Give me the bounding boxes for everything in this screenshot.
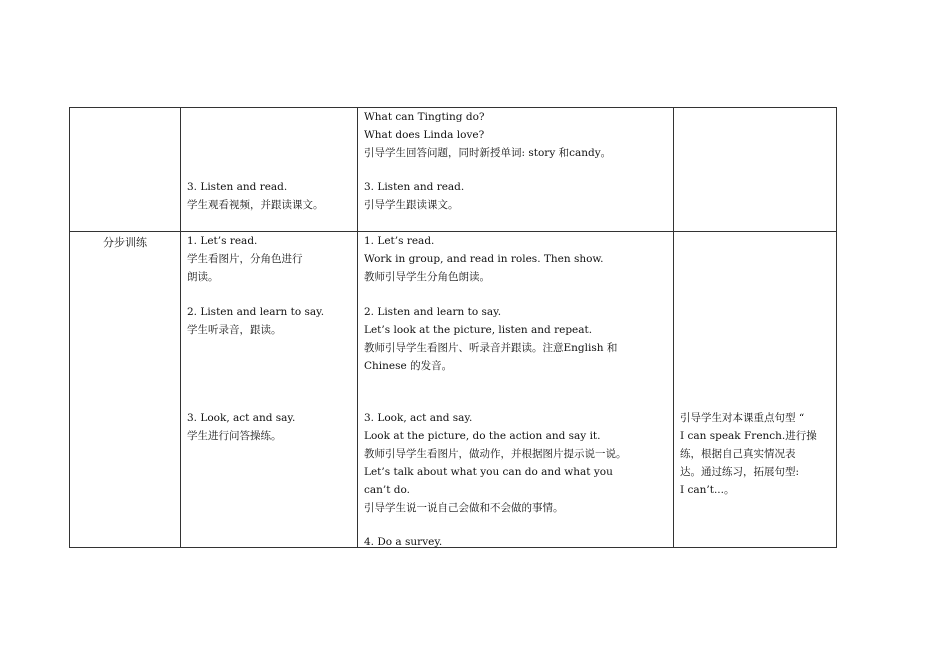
text-line: 3. Look, act and say. [364, 412, 473, 424]
text-line: 练，根据自己真实情况表 [680, 448, 796, 460]
step-label: 分步训练 [103, 236, 147, 249]
text-line: I can speak French.进行操 [680, 430, 817, 442]
text-line: Look at the picture, do the action and say it. [364, 430, 601, 442]
text-line: Chinese 的发音。 [364, 360, 453, 372]
text-line: 3. Look, act and say. [187, 412, 296, 424]
text-line: 朗读。 [187, 271, 219, 283]
text-line: Let’s talk about what you can do and what you [364, 466, 613, 478]
text-line: I can’t...。 [680, 484, 735, 496]
text-line: 教师引导学生分角色朗读。 [364, 271, 490, 283]
table-cell-step [70, 108, 181, 232]
text-line: 1. Let’s read. [187, 235, 258, 247]
table-cell-purpose [674, 108, 837, 232]
text-line: 引导学生说一说自己会做和不会做的事情。 [364, 502, 564, 514]
text-line: 2. Listen and learn to say. [364, 306, 502, 318]
text-line: What does Linda love? [364, 129, 485, 141]
text-line: Work in group, and read in roles. Then show. [364, 253, 604, 265]
table-cell-step [70, 232, 181, 548]
text-line: 引导学生回答问题，同时新授单词: story 和candy。 [364, 147, 612, 159]
text-line: 4. Do a survey. [364, 536, 443, 548]
table-cell-student-activity [181, 232, 358, 548]
text-line: 教师引导学生看图片，做动作，并根据图片提示说一说。 [364, 448, 627, 460]
lesson-plan-table [69, 107, 837, 548]
text-line: 1. Let’s read. [364, 235, 435, 247]
text-line: 学生听录音，跟读。 [187, 324, 282, 336]
text-line: What can Tingting do? [364, 111, 485, 123]
table-row [70, 232, 837, 548]
text-line: 学生进行问答操练。 [187, 430, 282, 442]
text-line: 达。通过练习，拓展句型: [680, 466, 800, 478]
table-cell-teacher-activity [358, 108, 674, 232]
text-line: 3. Listen and read. [187, 181, 288, 193]
text-line: 3. Listen and read. [364, 181, 465, 193]
text-line: Let’s look at the picture, listen and repeat. [364, 324, 593, 336]
text-line: 引导学生跟读课文。 [364, 199, 459, 211]
table-cell-teacher-activity [358, 232, 674, 548]
text-line: 学生观看视频，并跟读课文。 [187, 199, 324, 211]
table-cell-purpose [674, 232, 837, 548]
text-line: 学生看图片，分角色进行 [187, 253, 303, 265]
text-line: 引导学生对本课重点句型 “ [680, 412, 805, 424]
text-line: 2. Listen and learn to say. [187, 306, 325, 318]
text-line: 教师引导学生看图片、听录音并跟读。注意English 和 [364, 342, 618, 354]
table-cell-student-activity [181, 108, 358, 232]
text-line: can’t do. [364, 484, 410, 496]
table-row [70, 108, 837, 232]
